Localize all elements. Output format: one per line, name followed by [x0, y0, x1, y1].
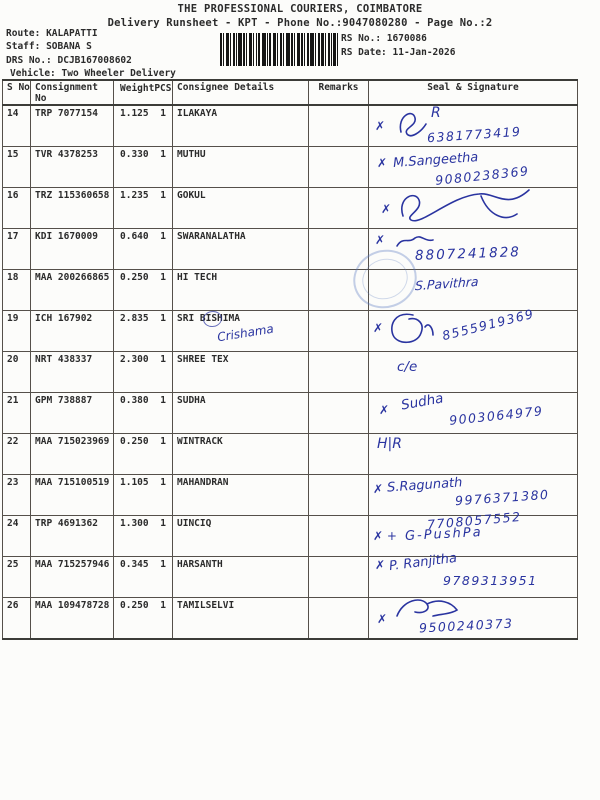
remarks-cell [309, 557, 369, 598]
consignment-no-cell: MAA 715257946 [31, 557, 114, 598]
signature-name: Sudha [399, 390, 445, 414]
col-weight: Weight [120, 83, 155, 94]
table-row [3, 105, 578, 147]
rs-date-line [341, 47, 455, 58]
weight-pcs-cell: 0.345 1 [114, 557, 173, 598]
col-consignee-details: Consignee Details [173, 80, 309, 105]
remarks-cell [309, 188, 369, 229]
weight-pcs-cell: 1.235 1 [114, 188, 173, 229]
remarks-cell [309, 352, 369, 393]
consignment-no-cell: TRZ 115360658 [31, 188, 114, 229]
weight-pcs-cell: 2.300 1 [114, 352, 173, 393]
consignee-cell: SWARANALATHA [173, 229, 309, 270]
signature-name: S.Pavithra [414, 273, 479, 294]
consignment-no-cell: TRP 7077154 [31, 105, 114, 147]
seal-signature-cell [369, 188, 578, 229]
table-row [3, 393, 578, 434]
staff-value: SOBANA S [46, 41, 92, 52]
weight-pcs-cell: 0.640 1 [114, 229, 173, 270]
serial-no-cell: 22 [3, 434, 31, 475]
col-s-no: S No [3, 80, 31, 105]
consignee-cell: HI TECH [173, 270, 309, 311]
weight-pcs-cell: 1.105 1 [114, 475, 173, 516]
serial-no-cell: 25 [3, 557, 31, 598]
weight-pcs-cell: 0.250 1 [114, 598, 173, 640]
remarks-cell [309, 434, 369, 475]
serial-no-cell: 16 [3, 188, 31, 229]
consignment-no-cell: ICH 167902 [31, 311, 114, 352]
signature-phone: 9080238369 [434, 163, 531, 188]
runsheet-table [2, 79, 578, 640]
signature-scrawl [393, 594, 459, 622]
rs-date-value: 11-Jan-2026 [392, 47, 456, 58]
drs-value: DCJB167008602 [57, 55, 132, 66]
consignment-no-cell: TRP 4691362 [31, 516, 114, 557]
page-subtitle: Delivery Runsheet - KPT - Phone No.:9047080280 - Page No.:2 [107, 17, 493, 29]
vehicle-line [10, 68, 176, 79]
seal-signature-cell [369, 434, 578, 475]
staff-label: Staff: [6, 41, 41, 52]
signature-x-mark: ✗ [375, 119, 386, 133]
signature-phone: 9003064979 [448, 403, 545, 428]
consignee-cell: GOKUL [173, 188, 309, 229]
serial-no-cell: 24 [3, 516, 31, 557]
table-row [3, 516, 578, 557]
weight-pcs-cell: 2.835 1 [114, 311, 173, 352]
signature-phone: 9976371380 [454, 486, 550, 509]
col-consignment-no: Consignment No [31, 80, 114, 105]
signature-x-mark: ✗ [375, 233, 386, 247]
consignment-no-cell: MAA 715023969 [31, 434, 114, 475]
seal-signature-cell [369, 475, 578, 516]
drs-line [6, 55, 132, 66]
signature-name: R [431, 105, 441, 121]
signature-name: G-PushPa [404, 524, 484, 545]
route-label: Route: [6, 28, 41, 39]
signature-name: P. Ranjitha [388, 550, 458, 575]
table-row [3, 147, 578, 188]
signature-scrawl [395, 186, 535, 230]
table-row [3, 557, 578, 598]
consignee-cell: SHREE TEX [173, 352, 309, 393]
signature-name: S.Ragunath [386, 475, 463, 496]
rs-date-label: RS Date: [341, 47, 387, 58]
consignment-no-cell: MAA 200266865 [31, 270, 114, 311]
consignee-cell: SRI BISHIMA Crishama [173, 311, 309, 352]
weight-pcs-cell: 0.250 1 [114, 270, 173, 311]
consignee-cell: TAMILSELVI [173, 598, 309, 640]
table-row [3, 311, 578, 352]
remarks-cell [309, 475, 369, 516]
vehicle-value: Two Wheeler Delivery [61, 68, 176, 79]
route-line [6, 28, 98, 39]
consignment-no-cell: KDI 1670009 [31, 229, 114, 270]
weight-pcs-cell: 0.330 1 [114, 147, 173, 188]
consignee-cell: SUDHA [173, 393, 309, 434]
seal-signature-cell [369, 550, 578, 598]
signature-phone: 7708057552 [426, 508, 523, 533]
signature-x-mark: ✗ [373, 482, 384, 496]
signature-x-mark: ✗ [373, 321, 384, 335]
seal-signature-cell [369, 390, 578, 434]
remarks-cell [309, 516, 369, 557]
serial-no-cell: 18 [3, 270, 31, 311]
seal-signature-cell [369, 598, 578, 640]
seal-signature-cell [369, 105, 578, 147]
signature-name: M.Sangeetha [392, 150, 479, 171]
signature-x-mark: ✗ [377, 612, 388, 626]
seal-signature-cell [369, 305, 578, 352]
table-row [3, 188, 578, 229]
consignment-no-cell: TVR 4378253 [31, 147, 114, 188]
signature-name: H|R [377, 436, 402, 452]
signature-phone: 9789313951 [443, 573, 538, 588]
consignment-no-cell: MAA 715100519 [31, 475, 114, 516]
signature-name: c/e [397, 359, 418, 375]
weight-pcs-cell: 1.125 1 [114, 105, 173, 147]
signature-x-mark: ✗ + [373, 529, 397, 543]
weight-pcs-cell: 0.380 1 [114, 393, 173, 434]
table-header-row [3, 80, 578, 105]
drs-label: DRS No.: [6, 55, 52, 66]
table-row [3, 434, 578, 475]
table-row [3, 270, 578, 311]
consignee-cell: ILAKAYA [173, 105, 309, 147]
serial-no-cell: 23 [3, 475, 31, 516]
serial-no-cell: 15 [3, 147, 31, 188]
signature-phone: 9500240373 [418, 615, 514, 636]
remarks-cell [309, 311, 369, 352]
route-value: KALAPATTI [46, 28, 98, 39]
serial-no-cell: 21 [3, 393, 31, 434]
consignment-no-cell: GPM 738887 [31, 393, 114, 434]
remarks-cell [309, 147, 369, 188]
rs-no-value: 1670086 [386, 33, 427, 44]
rs-no-label: RS No.: [341, 33, 382, 44]
seal-signature-cell [369, 352, 578, 393]
signature-x-mark: ✗ [377, 156, 388, 170]
serial-no-cell: 19 [3, 311, 31, 352]
signature-phone: 6381773419 [426, 123, 522, 146]
signature-scrawl [387, 311, 435, 347]
signature-phone: 8555919369 [440, 305, 536, 344]
remarks-cell [309, 393, 369, 434]
weight-pcs-cell: 1.300 1 [114, 516, 173, 557]
remarks-cell [309, 598, 369, 640]
seal-signature-cell [369, 270, 578, 311]
rs-no-line [341, 33, 427, 44]
vehicle-label: Vehicle: [10, 68, 56, 79]
consignment-no-cell: NRT 438337 [31, 352, 114, 393]
signature-scrawl [395, 108, 429, 138]
remarks-cell [309, 105, 369, 147]
consignee-cell: MUTHU [173, 147, 309, 188]
signature-x-mark: ✗ [379, 403, 390, 417]
serial-no-cell: 17 [3, 229, 31, 270]
seal-signature-cell [369, 147, 578, 188]
barcode-icon [220, 33, 338, 66]
col-seal-signature: Seal & Signature [369, 80, 578, 105]
consignee-cell: HARSANTH [173, 557, 309, 598]
serial-no-cell: 26 [3, 598, 31, 640]
staff-line [6, 41, 92, 52]
col-remarks: Remarks [309, 80, 369, 105]
consignee-cell: WINTRACK [173, 434, 309, 475]
table-row [3, 229, 578, 270]
consignment-no-cell: MAA 109478728 [31, 598, 114, 640]
col-pcs: PCS [154, 83, 172, 94]
serial-no-cell: 20 [3, 352, 31, 393]
table-row [3, 352, 578, 393]
consignee-cell: UINCIQ [173, 516, 309, 557]
consignee-cell: MAHANDRAN [173, 475, 309, 516]
signature-x-mark: ✗ [381, 202, 392, 216]
table-row [3, 475, 578, 516]
signature-x-mark: ✗ [375, 558, 386, 572]
page-title: THE PROFESSIONAL COURIERS, COIMBATORE [177, 3, 423, 15]
signature-phone: 8807241828 [414, 244, 522, 264]
col-weight-pcs [114, 80, 173, 105]
seal-signature-cell [369, 508, 578, 557]
hand-note: Crishama [216, 321, 275, 345]
weight-pcs-cell: 0.250 1 [114, 434, 173, 475]
table-row [3, 598, 578, 640]
serial-no-cell: 14 [3, 105, 31, 147]
